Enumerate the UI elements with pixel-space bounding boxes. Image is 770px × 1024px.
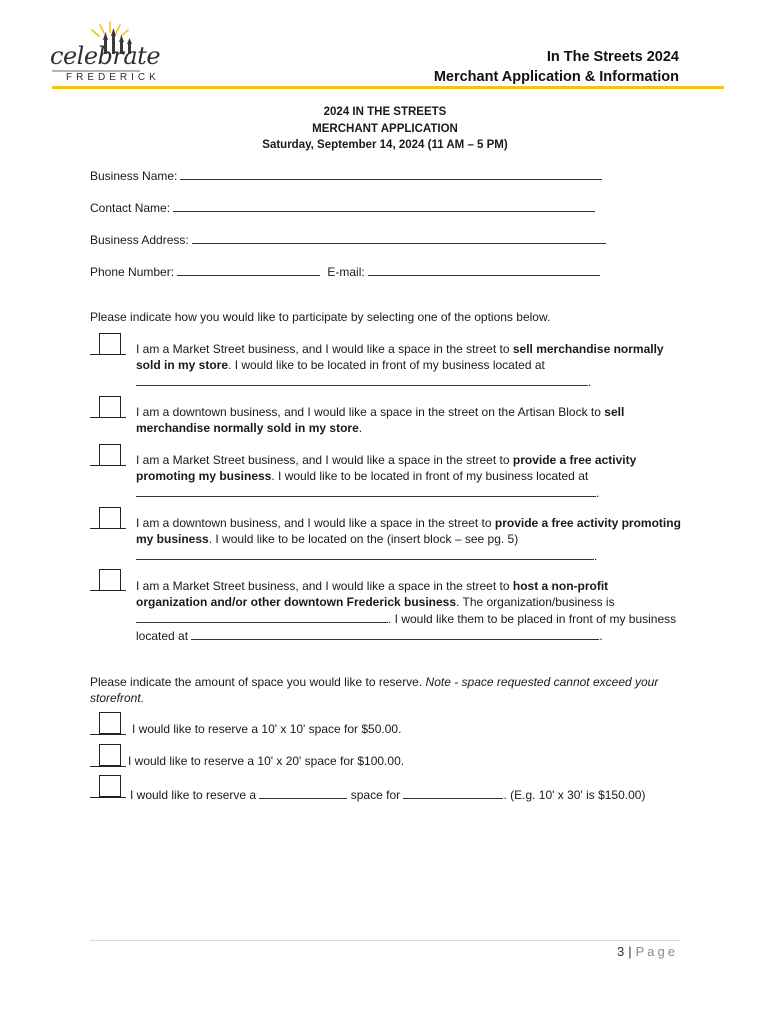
option-4-pre: I am a downtown business, and I would like a space in the street to bbox=[136, 516, 495, 530]
option-5-bold: host a non-profit organization and/or other downtown Frederick business bbox=[136, 579, 609, 609]
option-3-text bbox=[136, 452, 681, 501]
space-custom-row bbox=[130, 786, 645, 802]
option-3-end: . bbox=[596, 486, 600, 500]
option-1-post: . I would like to be located in front of my business located at bbox=[228, 358, 545, 372]
option-1-pre: I am a Market Street business, and I would like a space in the street to bbox=[136, 342, 513, 356]
option-5-checkbox[interactable] bbox=[99, 569, 121, 591]
space-intro bbox=[90, 675, 680, 706]
business-name-label: Business Name: bbox=[90, 169, 178, 183]
business-name-row bbox=[90, 167, 602, 183]
option-1-underline bbox=[90, 354, 126, 355]
option-4-underline bbox=[90, 528, 126, 529]
logo-script-text: celebrate bbox=[50, 42, 161, 70]
option-3-pre: I am a Market Street business, and I would like a space in the street to bbox=[136, 453, 513, 467]
option-4-checkbox[interactable] bbox=[99, 507, 121, 529]
option-5-post: . The organization/business is bbox=[456, 595, 615, 609]
option-4-block-field[interactable] bbox=[136, 547, 594, 560]
space-10x20-underline bbox=[90, 766, 126, 767]
space-custom-text-a: I would like to reserve a bbox=[130, 788, 257, 802]
celebrate-frederick-logo bbox=[48, 18, 161, 86]
title-line-3: Saturday, September 14, 2024 (11 AM – 5 PM) bbox=[262, 139, 508, 151]
option-3-checkbox[interactable] bbox=[99, 444, 121, 466]
business-address-field[interactable] bbox=[192, 231, 606, 244]
option-5-end: . bbox=[599, 629, 603, 643]
option-5-mid: . I would like them to be placed in front of my business located at bbox=[136, 612, 677, 643]
page-number-separator: | bbox=[628, 944, 632, 959]
business-address-row bbox=[90, 231, 606, 247]
phone-number-label: Phone Number: bbox=[90, 265, 175, 279]
space-intro-text: Please indicate the amount of space you would like to reserve. bbox=[90, 675, 426, 689]
option-2-checkbox[interactable] bbox=[99, 396, 121, 418]
space-10x20-checkbox[interactable] bbox=[99, 744, 121, 766]
business-name-field[interactable] bbox=[180, 167, 602, 180]
contact-name-label: Contact Name: bbox=[90, 201, 171, 215]
option-5-underline bbox=[90, 590, 126, 591]
option-2-pre: I am a downtown business, and I would like a space in the street on the Artisan Block to bbox=[136, 405, 605, 419]
option-3-underline bbox=[90, 465, 126, 466]
space-custom-price-field[interactable] bbox=[403, 786, 503, 799]
option-1-bold: sell merchandise normally sold in my store bbox=[136, 342, 664, 372]
space-10x10-checkbox[interactable] bbox=[99, 712, 121, 734]
page-word: Page bbox=[635, 944, 678, 959]
space-10x10-text: I would like to reserve a 10' x 10' space for $50.00. bbox=[132, 722, 402, 736]
phone-number-field[interactable] bbox=[177, 263, 320, 276]
phone-email-row bbox=[90, 263, 600, 279]
option-2-underline bbox=[90, 417, 126, 418]
header-line-1: In The Streets 2024 bbox=[546, 49, 679, 65]
contact-name-row bbox=[90, 199, 595, 215]
option-2-text bbox=[136, 404, 681, 436]
option-5-organization-field[interactable] bbox=[136, 610, 388, 623]
header-title bbox=[434, 47, 679, 87]
logo-sub-text: FREDERICK bbox=[66, 72, 160, 83]
space-custom-size-field[interactable] bbox=[259, 786, 347, 799]
option-3-location-field[interactable] bbox=[136, 484, 596, 497]
space-custom-underline bbox=[90, 797, 126, 798]
option-4-post: . I would like to be located on the (insert block – see pg. 5) bbox=[208, 532, 519, 546]
option-5-pre: I am a Market Street business, and I would like a space in the street to bbox=[136, 579, 513, 593]
option-4-text bbox=[136, 515, 681, 564]
email-field[interactable] bbox=[368, 263, 600, 276]
header-line-2: Merchant Application & Information bbox=[433, 69, 679, 85]
title-line-1: 2024 IN THE STREETS bbox=[323, 106, 447, 118]
space-custom-checkbox[interactable] bbox=[99, 775, 121, 797]
application-title bbox=[0, 104, 770, 154]
option-1-checkbox[interactable] bbox=[99, 333, 121, 355]
option-1-location-field[interactable] bbox=[136, 373, 588, 386]
option-5-text bbox=[136, 578, 681, 644]
option-1-text bbox=[136, 341, 681, 390]
title-line-2: MERCHANT APPLICATION bbox=[312, 122, 458, 135]
space-custom-text-c: . (E.g. 10' x 30' is $150.00) bbox=[503, 788, 646, 802]
email-label: E-mail: bbox=[327, 265, 365, 279]
option-2-bold: sell merchandise normally sold in my store bbox=[136, 405, 625, 435]
space-note: Note - space requested cannot exceed your storefront. bbox=[90, 675, 659, 705]
space-10x10-underline bbox=[90, 734, 126, 735]
business-address-label: Business Address: bbox=[90, 233, 189, 247]
participation-intro: Please indicate how you would like to participate by selecting one of the options below. bbox=[90, 310, 551, 324]
page-number-value: 3 bbox=[617, 944, 625, 959]
option-5-location-field[interactable] bbox=[191, 627, 599, 640]
footer-rule bbox=[90, 940, 680, 941]
option-3-bold: provide a free activity promoting my business bbox=[136, 453, 637, 483]
option-3-post: . I would like to be located in front of my business located at bbox=[271, 469, 589, 483]
page-number bbox=[617, 944, 678, 959]
option-2-post: . bbox=[358, 421, 363, 435]
header-accent-rule bbox=[52, 86, 724, 89]
space-custom-text-b: space for bbox=[350, 788, 401, 802]
option-1-end: . bbox=[588, 375, 592, 389]
option-4-bold: provide a free activity promoting my business bbox=[136, 516, 681, 546]
contact-name-field[interactable] bbox=[173, 199, 595, 212]
option-4-end: . bbox=[594, 549, 598, 563]
space-10x20-text: I would like to reserve a 10' x 20' space for $100.00. bbox=[128, 754, 405, 768]
